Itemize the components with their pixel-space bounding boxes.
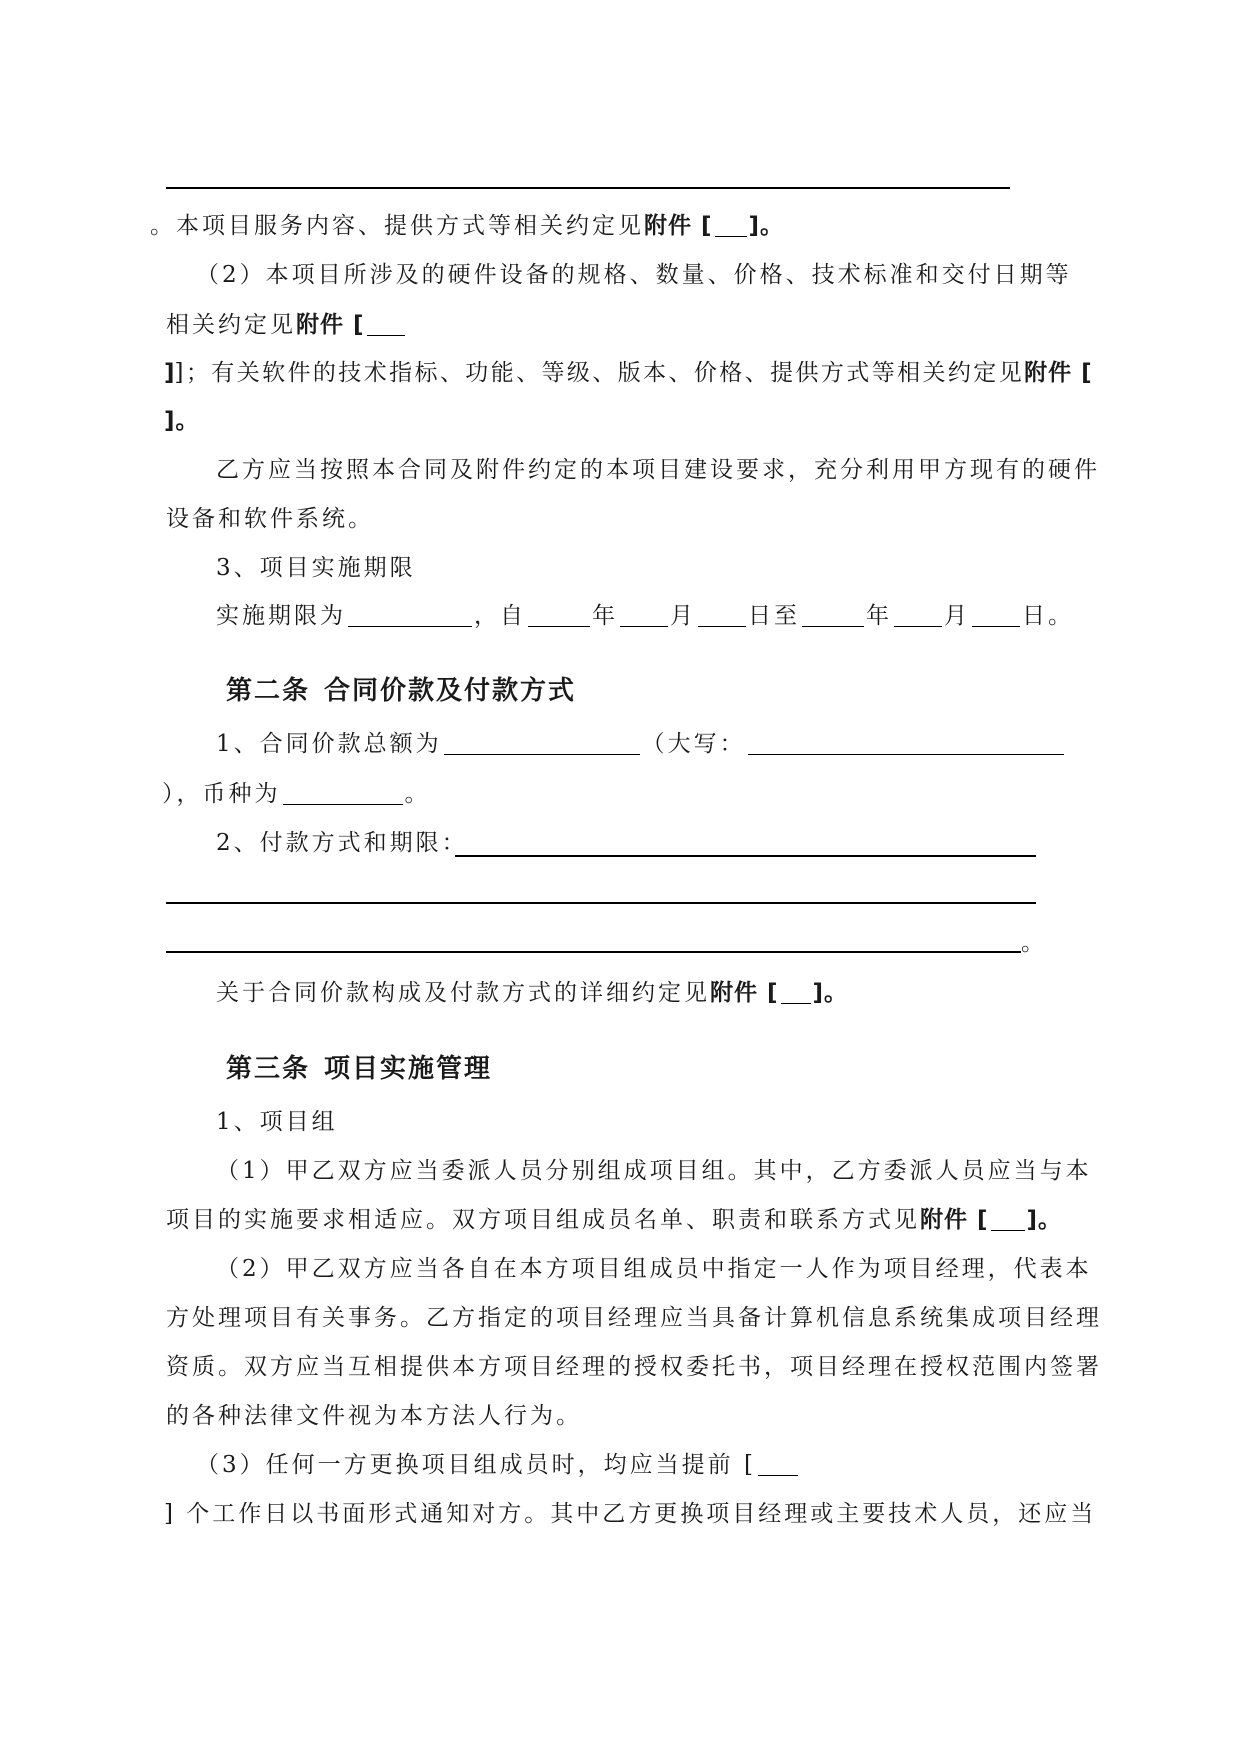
article-2-heading: 第二条 合同价款及付款方式: [226, 676, 577, 706]
payment-fill-end: 。: [1021, 930, 1047, 956]
blank: [367, 313, 405, 336]
blank: [802, 604, 864, 627]
project-team-title: 1、项目组: [216, 1109, 338, 1135]
hardware-para-line2: 相关约定见附件 [: [166, 310, 407, 340]
attachment-ref: 附件 [: [920, 1207, 989, 1233]
blank: [991, 1208, 1025, 1231]
attachment-ref: 附件 [: [296, 312, 365, 338]
team-para2-line2: 方处理项目有关事务。乙方指定的项目经理应当具备计算机信息系统集成项目经理: [166, 1305, 1102, 1331]
team-para2-line3: 资质。双方应当互相提供本方项目经理的授权委托书，项目经理在授权范围内签署: [166, 1354, 1102, 1380]
team-para2-line4: 的各种法律文件视为本方法人行为。: [166, 1403, 582, 1429]
payment-fill-line-3: [166, 951, 1021, 953]
team-para2-line1: （2）甲乙双方应当各自在本方项目组成员中指定一人作为项目经理，代表本: [216, 1256, 1092, 1282]
blank: [283, 782, 403, 805]
implementation-period-line: 实施期限为 ，自 年 月 日至 年 月 日。: [216, 603, 1074, 629]
party-b-requirement-line2: 设备和软件系统。: [166, 506, 374, 532]
team-para3-line2: ] 个工作日以书面形式通知对方。其中乙方更换项目经理或主要技术人员，还应当: [164, 1501, 1097, 1527]
hardware-para-line3: ]]；有关软件的技术指标、功能、等级、版本、价格、提供方式等相关约定见附件 [: [164, 360, 1093, 386]
service-content-line: 。本项目服务内容、提供方式等相关约定见附件 [ ]。: [150, 213, 785, 239]
payment-fill-line-1: [455, 855, 1036, 857]
hardware-para-line1: （2）本项目所涉及的硬件设备的规格、数量、价格、技术标准和交付日期等: [196, 262, 1072, 288]
article-3-heading: 第三条 项目实施管理: [226, 1054, 493, 1084]
attachment-ref: 附件 [: [1024, 360, 1093, 386]
blank: [894, 604, 942, 627]
blank: [444, 732, 640, 755]
attachment-ref: 附件 [: [644, 213, 713, 239]
blank: [715, 214, 747, 237]
team-para3-line1: （3）任何一方更换项目组成员时，均应当提前 [: [196, 1450, 800, 1480]
top-fill-line: [166, 187, 1010, 189]
team-para1-line2: 项目的实施要求相适应。双方项目组成员名单、职责和联系方式见附件 [ ]。: [166, 1207, 1063, 1233]
payment-fill-line-2: [166, 902, 1036, 904]
blank: [748, 732, 1064, 755]
blank: [348, 604, 472, 627]
contract-price-line: 1、合同价款总额为 （大写：: [216, 729, 1066, 759]
hardware-para-line4: ]。: [164, 408, 200, 434]
payment-terms-line: 2、付款方式和期限：: [216, 830, 468, 856]
currency-line: ），币种为 。: [162, 781, 431, 807]
attachment-ref: 附件 [: [710, 980, 779, 1006]
price-detail-line: 关于合同价款构成及付款方式的详细约定见附件 [ ]。: [216, 980, 849, 1006]
blank: [781, 981, 811, 1004]
team-para1-line1: （1）甲乙双方应当委派人员分别组成项目组。其中，乙方委派人员应当与本: [216, 1158, 1092, 1184]
blank: [620, 604, 668, 627]
blank: [758, 1453, 798, 1476]
implementation-period-title: 3、项目实施期限: [216, 555, 416, 581]
party-b-requirement-line1: 乙方应当按照本合同及附件约定的本项目建设要求，充分利用甲方现有的硬件: [216, 457, 1100, 483]
blank: [698, 604, 746, 627]
blank: [528, 604, 590, 627]
blank: [972, 604, 1020, 627]
